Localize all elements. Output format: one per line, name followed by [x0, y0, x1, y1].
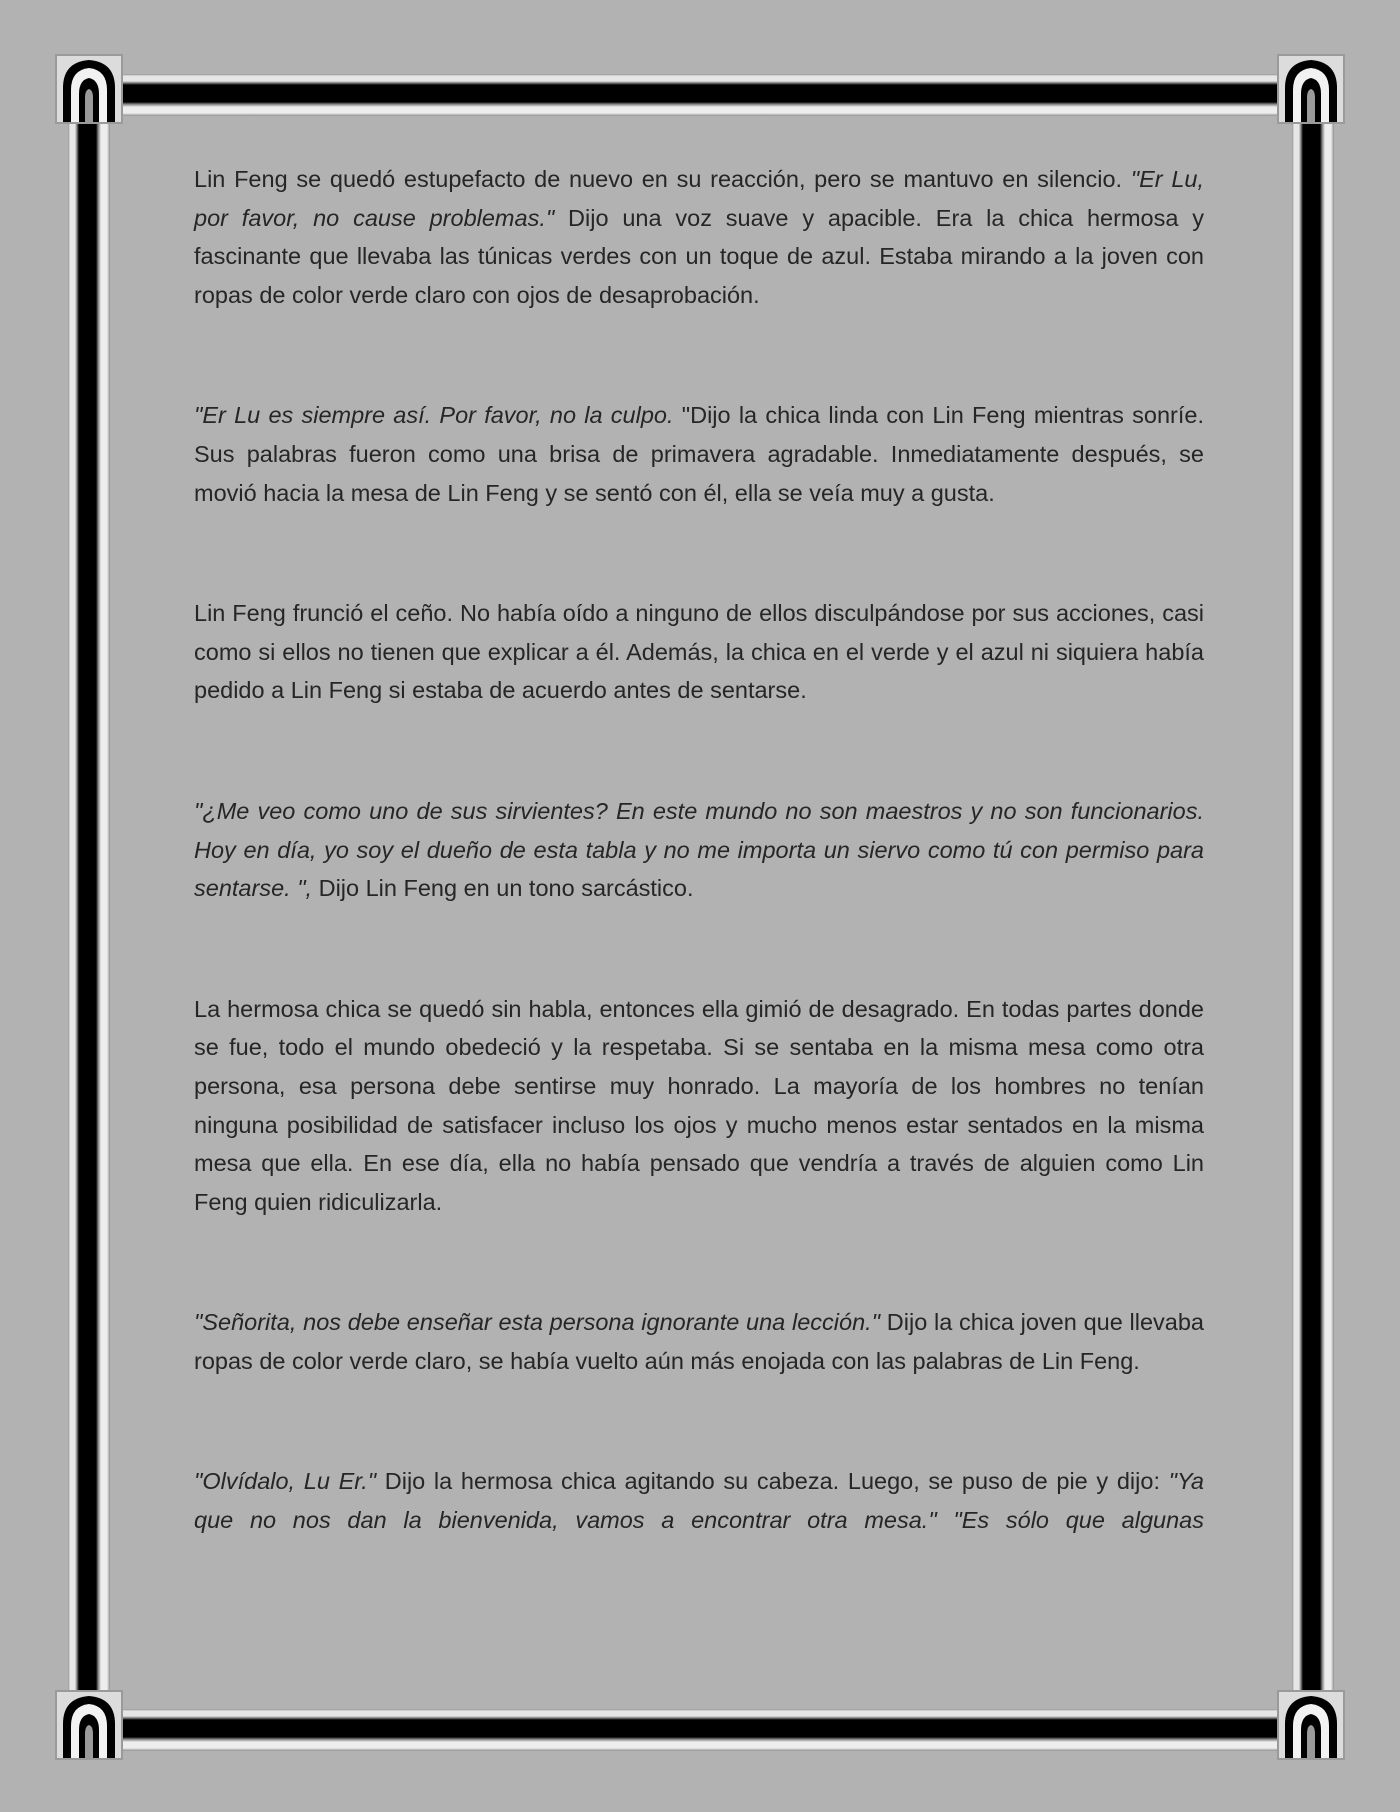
text-run: Dijo Lin Feng en un tono sarcástico.: [312, 875, 694, 902]
paragraph-1: [194, 160, 1204, 314]
paragraph-2: [194, 396, 1204, 512]
text-run: Dijo una voz suave y apacible. Era la chica hermosa y fascinante que llevaba las túnicas verdes con un toque de azul. Estaba mirando a la joven con ropas de color verde claro con ojos de desaprobación.: [194, 204, 1204, 308]
frame-right-border: [1292, 118, 1334, 1704]
dialogue-run: "Ya que no nos dan la bienvenida, vamos a encontrar otra mesa." "Es sólo que algunas: [194, 1468, 1204, 1534]
paragraph-7: [194, 1462, 1204, 1539]
paragraph-6: [194, 1303, 1204, 1380]
frame-left-border: [68, 118, 110, 1704]
frame-top-border: [118, 74, 1282, 116]
frame-corner-ornament-bottom-right: [1277, 1690, 1345, 1760]
text-run: Lin Feng frunció el ceño. No había oído a ninguno de ellos disculpándose por sus acciones, casi como si ellos no tienen que explicar a él. Además, la chica en el verde y el azul ni siquiera había pedido a Lin Feng si estaba de acuerdo antes de sentarse.: [194, 600, 1204, 704]
text-run: Dijo la chica joven que llevaba ropas de color verde claro, se había vuelto aún más enojada con las palabras de Lin Feng.: [194, 1309, 1204, 1374]
dialogue-run: "Señorita, nos debe enseñar esta persona ignorante una lección.": [194, 1309, 881, 1336]
frame-corner-ornament-bottom-left: [55, 1690, 123, 1760]
text-run: Dijo la hermosa chica agitando su cabeza. Luego, se puso de pie y dijo:: [376, 1468, 1169, 1495]
text-run: Lin Feng se quedó estupefacto de nuevo en su reacción, pero se mantuvo en silencio.: [194, 166, 1131, 192]
dialogue-run: "Olvídalo, Lu Er.": [194, 1468, 377, 1495]
frame-corner-ornament-top-left: [55, 54, 123, 124]
dialogue-run: "¿Me veo como uno de sus sirvientes? En este mundo no son maestros y no son funcionarios. Hoy en día, yo soy el dueño de esta tabla y no me importa un siervo como tú con permiso para sentarse. ",: [194, 797, 1204, 902]
paragraph-5: [194, 990, 1204, 1222]
text-run: "Dijo la chica linda con Lin Feng mientras sonríe. Sus palabras fueron como una brisa de primavera agradable. Inmediatamente después, se movió hacia la mesa de Lin Feng y se sentó con él, ella se veía muy a gusta.: [194, 402, 1204, 506]
paragraph-3: [194, 594, 1204, 710]
dialogue-run: "Er Lu, por favor, no cause problemas.": [194, 166, 1204, 231]
page-body-text: [194, 160, 1204, 1540]
paragraph-4: [194, 792, 1204, 908]
frame-bottom-border: [118, 1709, 1282, 1751]
text-run: La hermosa chica se quedó sin habla, entonces ella gimió de desagrado. En todas partes donde se fue, todo el mundo obedeció y la respetaba. Si se sentaba en la misma mesa como otra persona, esa persona debe sentirse muy honrado. La mayoría de los hombres no tenían ninguna posibilidad de satisfacer incluso los ojos y mucho menos estar sentados en la misma mesa que ella. En ese día, ella no había pensado que vendría a través de alguien como Lin Feng quien ridiculizarla.: [194, 995, 1204, 1215]
frame-corner-ornament-top-right: [1277, 54, 1345, 124]
dialogue-run: "Er Lu es siempre así. Por favor, no la culpo.: [194, 402, 674, 429]
